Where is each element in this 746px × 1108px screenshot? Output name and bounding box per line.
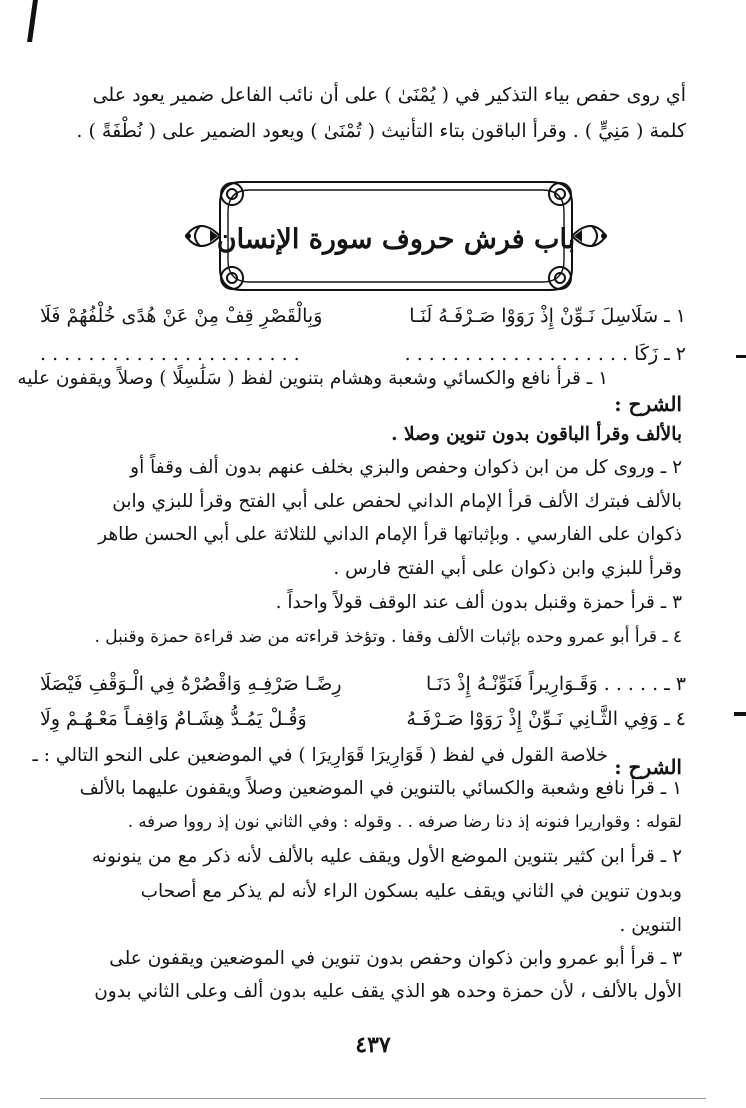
verse-hemistich-first: ٤ ـ وَفِي الثَّـانِي نَـوِّنْ إِذْ رَوَوْا صَـرْفَـهُ <box>406 708 686 730</box>
poem-verse <box>40 668 686 700</box>
commentary-line: ١ ـ قرأ نافع وشعبة والكسائي بالتنوين في الموضعين وصلاً ويقفون عليهما بالألف <box>79 778 682 799</box>
commentary-line: خلاصة القول في لفظ ( قَوَارِيرَا قَوَارِيرَا ) في الموضعين على النحو التالي : ـ <box>32 745 608 766</box>
sharh-label: الشرح : <box>614 392 682 416</box>
chapter-title: باب فرش حروف سورة الإنسان <box>216 224 576 255</box>
chapter-title-frame <box>180 172 612 300</box>
verse-hemistich-second: . . . . . . . . . . . . . . . . . . . . . . <box>40 343 300 365</box>
commentary-line: التنوين . <box>619 915 682 936</box>
commentary-line: ٢ ـ قرأ ابن كثير بتنوين الموضع الأول ويقف عليه بالألف لأنه ذكر مع من ينونونه <box>91 846 682 867</box>
verse-hemistich-first: ٢ ـ زَكَا . . . . . . . . . . . . . . . . . . . <box>404 343 686 365</box>
verse-hemistich-second: وَقُـلْ يَمُـدُّ هِشَـامٌ وَاقِفـاً مَعْـهُـمْ وِلَا <box>40 708 307 730</box>
verse-hemistich-first: ٣ ـ . . . . . وَقَـوَارِيراً فَنَوِّنْـهُ إِذْ دَنَـا <box>425 673 686 695</box>
scan-mark <box>27 0 38 42</box>
page-number: ٤٣٧ <box>355 1032 391 1058</box>
verse-hemistich-second: وَبِالْقَصْرِ قِفْ مِنْ عَنْ هُدًى خُلْفُهُمْ فَلَا <box>40 305 323 327</box>
commentary-line: ١ ـ قرأ نافع والكسائي وشعبة وهشام بتنوين لفظ ( سَلَٰسِلًا ) وصلاً ويقفون عليه <box>17 368 608 389</box>
intro-line: كلمة ( مَنِيٍّ ) . وقرأ الباقون بتاء التأنيث ( تُمْنَىٰ ) ويعود الضمير على ( نُطْفَةً ) . <box>76 120 686 142</box>
poem-verse <box>40 703 686 735</box>
commentary-line: وبدون تنوين في الثاني ويقف عليه بسكون الراء لأنه لم يذكر مع أصحاب <box>140 881 682 902</box>
poem-verse <box>40 300 686 332</box>
commentary-line: الأول بالألف ، لأن حمزة وحده هو الذي يقف عليه بدون ألف وعلى الثاني بدون <box>94 981 682 1002</box>
commentary-line: وقرأ للبزي وابن ذكوان على أبي الفتح فارس . <box>333 558 682 579</box>
verse-hemistich-second: رِضًـا صَرْفِـهِ وَاقْصُرْهُ فِي الْـوَقْفِ فَيْصَلَا <box>40 673 342 695</box>
commentary-line: لقوله : وقواريرا فنونه إذ دنا رضا صرفه . . وقوله : وفي الثاني نون إذ رووا صرفه . <box>127 812 682 831</box>
commentary-line: بالألف فبترك الألف قرأ الإمام الداني لحفص على أبي الفتح وقرأ للبزي وابن <box>112 491 682 512</box>
scan-mark <box>734 712 746 716</box>
commentary-line: ٤ ـ قرأ أبو عمرو وحده بإثبات الألف وقفا . وتؤخذ قراءته من ضد قراءة حمزة وقنبل . <box>94 627 682 647</box>
commentary-line: ذكوان على الفارسي . وبإثباتها قرأ الإمام الداني للثلاثة على أبي الحسن طاهر <box>98 524 682 545</box>
commentary-line: بالألف وقرأ الباقون بدون تنوين وصلا . <box>391 424 682 445</box>
commentary-line: ٢ ـ وروى كل من ابن ذكوان وحفص والبزي بخلف عنهم بدون ألف وقفاً أو <box>130 457 682 478</box>
commentary-line: ٣ ـ قرأ أبو عمرو وابن ذكوان وحفص بدون تنوين في الموضعين ويقفون على <box>109 948 682 969</box>
verse-hemistich-first: ١ ـ سَلَاسِلَ نَـوِّنْ إِذْ رَوَوْا صَـرْفَـهُ لَنَـا <box>409 305 686 327</box>
divider <box>40 1098 706 1099</box>
commentary-line: ٣ ـ قرأ حمزة وقنبل بدون ألف عند الوقف قولاً واحداً . <box>275 592 682 613</box>
scan-mark <box>736 355 746 358</box>
intro-line: أي روى حفص بياء التذكير في ( يُمْنَىٰ ) على أن نائب الفاعل ضمير يعود على <box>92 84 686 106</box>
sharh-label: الشرح : <box>614 755 682 779</box>
